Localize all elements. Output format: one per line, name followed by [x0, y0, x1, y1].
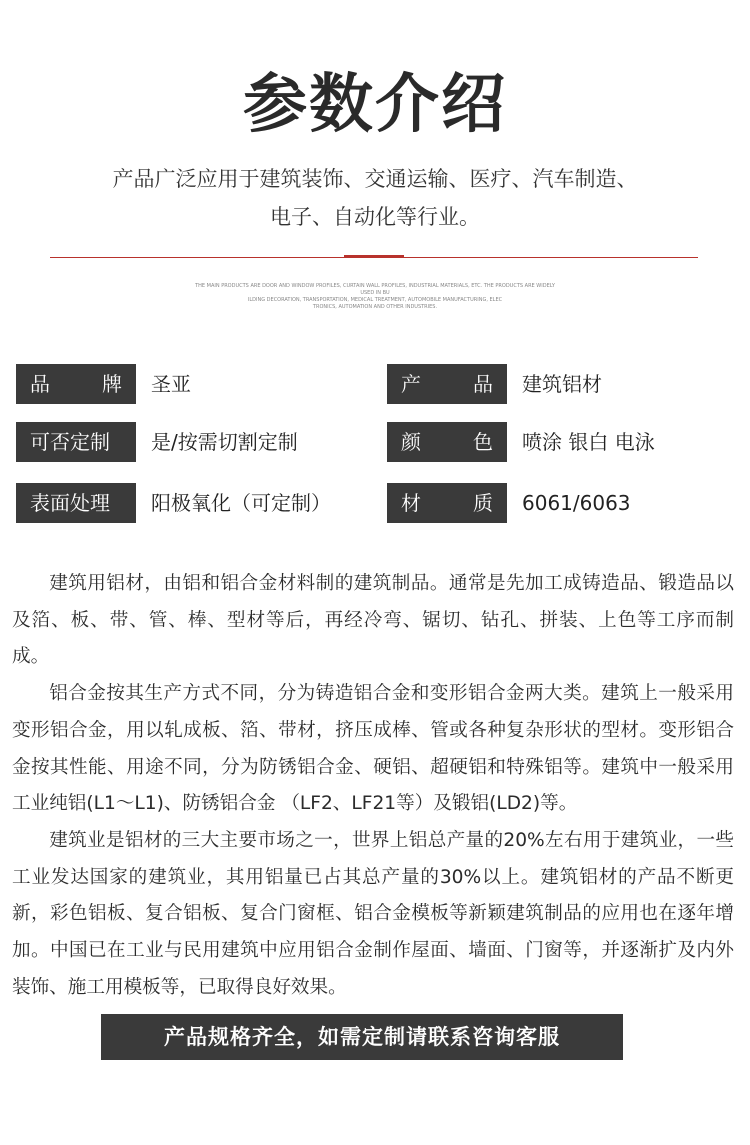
- subtitle-line-1: 产品广泛应用于建筑装饰、交通运输、医疗、汽车制造、: [112, 167, 638, 191]
- english-fine-print: [195, 283, 555, 311]
- spec-value-product: 建筑铝材: [522, 372, 602, 396]
- subtitle-line-2: 电子、自动化等行业。: [270, 205, 480, 229]
- description-text: [12, 566, 734, 1006]
- spec-label-brand: 品 牌: [16, 364, 136, 404]
- fine-print-line-1: THE MAIN PRODUCTS ARE DOOR AND WINDOW PROFILES, CURTAIN WALL PROFILES, INDUSTRIAL MATERIALS, ETC. THE PRODUCTS ARE WIDELY USED IN BU: [195, 283, 555, 296]
- spec-label-surface: 表面处理: [16, 483, 136, 523]
- spec-label-color: 颜 色: [387, 422, 507, 462]
- spec-value-surface: 阳极氧化（可定制）: [151, 491, 331, 515]
- fine-print-line-2: ILDING DECORATION, TRANSPORTATION, MEDICAL TREATMENT, AUTOMOBILE MANUFACTURING, ELEC: [247, 297, 503, 303]
- contact-banner: 产品规格齐全，如需定制请联系咨询客服: [101, 1014, 623, 1060]
- spec-label-product: 产 品: [387, 364, 507, 404]
- spec-label-customizable: 可否定制: [16, 422, 136, 462]
- fine-print-line-3: TRONICS, AUTOMATION AND OTHER INDUSTRIES.: [312, 304, 438, 310]
- description-paragraph-1: 建筑用铝材，由铝和铝合金材料制的建筑制品。通常是先加工成铸造品、锻造品以及箔、板、带、管、棒、型材等后，再经冷弯、锯切、钻孔、拼装、上色等工序而制成。: [12, 573, 734, 668]
- spec-label-material: 材 质: [387, 483, 507, 523]
- spec-value-material: 6061/6063: [522, 491, 631, 515]
- description-paragraph-3: 建筑业是铝材的三大主要市场之一，世界上铝总产量的20%左右用于建筑业，一些工业发达国家的建筑业，其用铝量已占其总产量的30%以上。建筑铝材的产品不断更新，彩色铝板、复合铝板、复合门窗框、铝合金模板等新颖建筑制品的应用也在逐年增加。中国已在工业与民用建筑中应用铝合金制作屋面、墙面、门窗等，并逐渐扩及内外装饰、施工用模板等，已取得良好效果。: [12, 829, 734, 998]
- description-paragraph-2: 铝合金按其生产方式不同，分为铸造铝合金和变形铝合金两大类。建筑上一般采用变形铝合金，用以轧成板、箔、带材，挤压成棒、管或各种复杂形状的型材。变形铝合金按其性能、用途不同，分为防锈铝合金、硬铝、超硬铝和特殊铝等。建筑中一般采用工业纯铝(L1～L1)、防锈铝合金 （LF2、LF21等）及锻铝(LD2)等。: [12, 683, 734, 815]
- divider-accent: [344, 255, 404, 258]
- page-title: 参数介绍: [243, 68, 507, 142]
- spec-value-customizable: 是/按需切割定制: [151, 430, 298, 454]
- spec-value-brand: 圣亚: [151, 372, 191, 396]
- subtitle: [40, 160, 710, 236]
- spec-value-color: 喷涂 银白 电泳: [522, 430, 655, 454]
